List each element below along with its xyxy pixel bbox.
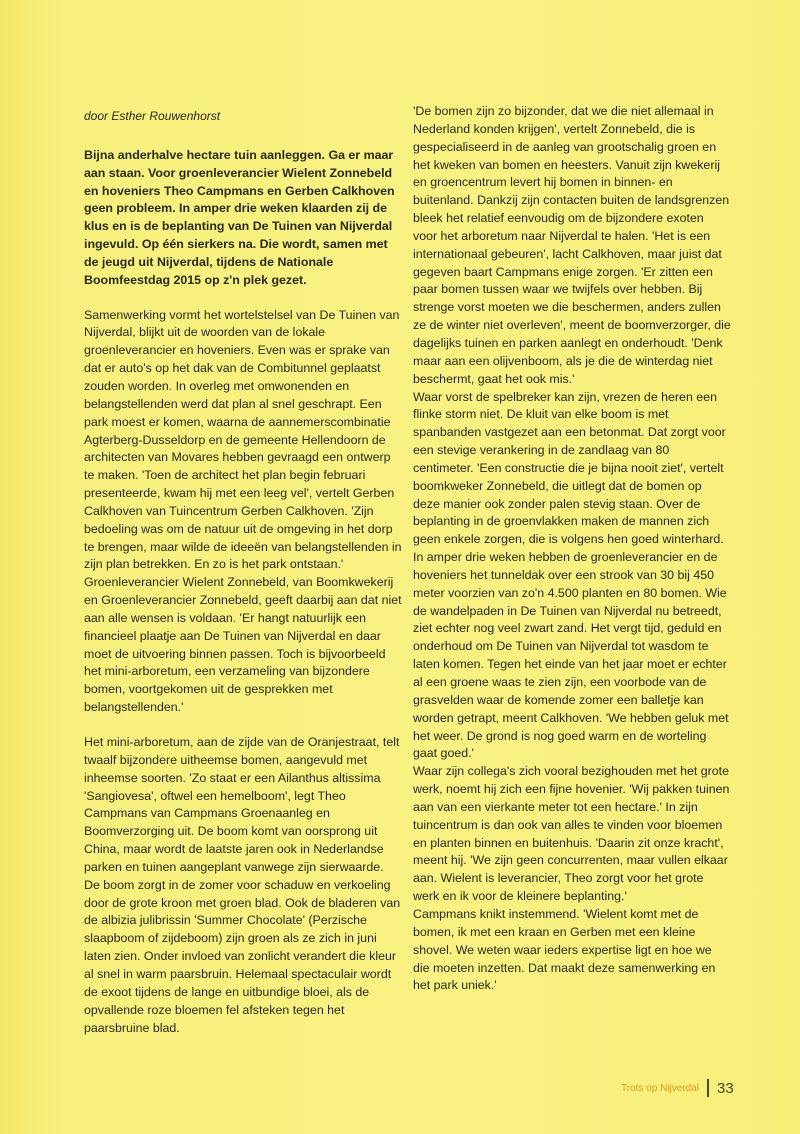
left-column [84,103,402,1054]
lead-paragraph: Bijna anderhalve hectare tuin aanleggen. Ga er maar aan staan. Voor groenleverancier Wielent Zonnebeld en hoveniers Theo Campmans en Gerben Calkhoven geen probleem. In amper drie weken klaarden zij de klus en is de beplanting van De Tuinen van Nijverdal ingevuld. Op één sierkers na. Die wordt, samen met de jeugd uit Nijverdal, tijdens de Nationale Boomfeestdag 2015 op z'n plek gezet. [84,147,395,287]
body-paragraph: Waar zijn collega's zich vooral bezighouden met het grote werk, noemt hij zich een fijne hovenier. 'Wij pakken tuinen aan van een vierkante meter tot een hectare.' In zijn tuincentrum is dan ook van alles te vinden voor bloemen en planten binnen en buitenhuis. 'Daarin zit onze kracht', meent hij. 'We zijn geen concurrenten, maar vullen elkaar aan. Wielent is leverancier, Theo zorgt voor het grote werk en ik voor de kleinere beplanting.' [413,764,730,904]
body-paragraph: Samenwerking vormt het wortelstelsel van De Tuinen van Nijverdal, blijkt uit de woorden van de lokale groenleverancier en hoveniers. Even was er sprake van dat er auto's op het dak van de Combitunnel geplaatst zouden worden. In overleg met omwonenden en belangstellenden werd dat plan al snel geschrapt. Een park moest er komen, waarna de aannemerscombinatie Agterberg-Dusseldorp en de gemeente Hellendoorn de architecten van Movares hebben gevraagd een ontwerp te maken. 'Toen de architect het plan begin februari presenteerde, kwam hij met een leeg vel', vertelt Gerben Calkhoven van Tuincentrum Gerben Calkhoven. 'Zijn bedoeling was om de natuur uit de omgeving in het dorp te brengen, maar wilde de ideeën van belangstellenden in zijn plan betrekken. En zo is het park ontstaan.' Groenleverancier Wielent Zonnebeld, van Boomkwekerij en Groenleverancier Zonnebeld, geeft daarbij aan dat niet aan alle wensen is voldaan. 'Er hangt natuurlijk een financieel plaatje aan De Tuinen van Nijverdal en daar moet de uitvoering binnen passen. Toch is bijvoorbeeld het mini-arboretum, een verzameling van bijzondere bomen, voortgekomen uit de gesprekken met belangstellenden.' [84,307,402,715]
body-paragraph: Waar vorst de spelbreker kan zijn, vrezen de heren een flinke storm niet. De kluit van elke boom is met spanbanden vastgezet aan een betonmat. Dat zorgt voor een stevige verankering in de zandlaag van 80 centimeter. 'Een constructie die je bijna nooit ziet', vertelt boomkweker Zonnebeld, die uitlegt dat de bomen op deze manier ook zonder palen stevig staan. Over de beplanting in de groenvlakken maken de mannen zich geen enkele zorgen, die is volgens hen goed winterhard. [413,389,726,547]
page-footer [621,1079,734,1097]
body-paragraph: Het mini-arboretum, aan de zijde van de Oranjestraat, telt twaalf bijzondere uitheemse bomen, aangevuld met inheemse soorten. 'Zo staat er een Ailanthus altissima 'Sangiovesa', oftwel een hemelboom', legt Theo Campmans van Campmans Groenaanleg en Boomverzorging uit. De boom komt van oorsprong uit China, maar wordt de laatste jaren ook in Nederlandse parken en tuinen aangeplant vanwege zijn sierwaarde. De boom zorgt in de zomer voor schaduw en verkoeling door de grote kroon met groen blad. Ook de bladeren van de albizia julibrissin 'Summer Chocolate' (Perzische slaapboom of zijdeboom) zijn groen als ze zich in juni laten zien. Onder invloed van zonlicht verandert die kleur al snel in warm paarsbruin. Helemaal spectaculair wordt de exoot tijdens de lange en uitbundige bloei, als de opvallende roze bloemen fel afsteken tegen het paarsbruine blad. [84,735,401,1035]
body-paragraph: In amper drie weken hebben de groenleverancier en de hoveniers het tunneldak over een strook van 30 bij 450 meter voorzien van zo'n 4.500 planten en 80 bomen. Wie de wandelpaden in De Tuinen van Nijverdal nu betreedt, ziet echter nog veel zwart zand. Het vergt tijd, geduld en onderhoud om De Tuinen van Nijverdal tot wasdom te laten komen. Tegen het einde van het jaar moet er echter al een groene waas te zien zijn, een voorbode van de grasvelden waar de komende zomer een balletje kan worden getrapt, meent Calkhoven. 'We hebben geluk met het weer. De grond is nog goed warm en de worteling gaat goed.' [413,550,729,761]
body-paragraph: 'De bomen zijn zo bijzonder, dat we die niet allemaal in Nederland konden krijgen', vertelt Zonnebeld, die is gespecialiseerd in de aanleg van grootschalig groen en het kweken van bomen en heesters. Vanuit zijn kwekerij en groencentrum levert hij bomen in binnen- en buitenland. Dankzij zijn contacten buiten de landsgrenzen bleek het relatief eenvoudig om de bijzondere exoten voor het arboretum naar Nijverdal te halen. 'Het is een internationaal gebeuren', lacht Calkhoven, maar juist dat gegeven baart Campmans enige zorgen. 'Er zitten een paar bomen tussen waar we twijfels over hebben. Bij strenge vorst moeten we die beschermen, anders zullen ze de winter niet overleven', meent de boomverzorger, die dagelijks tuinen en parken aanlegt en onderhoudt. 'Denk maar aan een olijvenboom, als je die de winterdag niet beschermt, gaat het ook mis.' [413,104,731,386]
brand-logo: Trots op Nijverdal [621,1082,699,1094]
page-number: 33 [717,1079,734,1097]
right-column [413,103,731,995]
byline: door Esther Rouwenhorst [84,109,221,123]
footer-divider [707,1079,709,1097]
body-paragraph: Campmans knikt instemmend. 'Wielent komt met de bomen, ik met een kraan en Gerben met een kleine shovel. We weten waar ieders expertise ligt en hoe we die moeten inzetten. Dat maakt deze samenwerking en het park uniek.' [413,906,716,993]
